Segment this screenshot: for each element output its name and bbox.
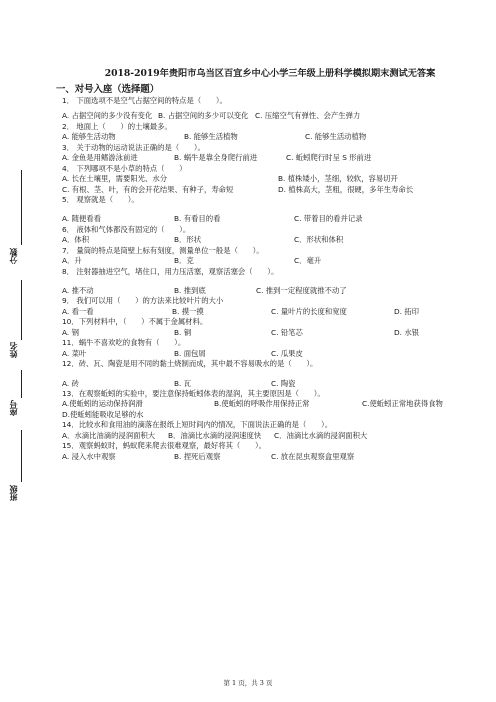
binding-margin <box>0 0 40 702</box>
question-stem: 10．下列材料中，（ ）不属于金属材料。 <box>62 317 208 327</box>
answer-option[interactable]: C. 放在昆虫观察盒里观察 <box>271 451 355 461</box>
answer-option[interactable]: B. 推到底 <box>174 286 206 295</box>
question-stem: 15．观察蚂蚁时，蚂蚁爬来爬去很难观察，最好将其（ ）。 <box>62 441 266 451</box>
question-list <box>62 96 490 462</box>
answer-option[interactable]: C．毫升 <box>294 256 322 266</box>
answer-option[interactable]: C. 蚯蚓爬行时呈 S 形前进 <box>286 153 372 163</box>
answer-option[interactable]: A. 长在土壤里，需要阳光、水分 <box>62 174 168 184</box>
answer-option[interactable]: A. 推不动 <box>62 286 94 295</box>
page-footer: 第 1 页，共 3 页 <box>223 679 273 687</box>
question-stem: 9． 我们可以用（ ）的方法来比较叶片的大小 <box>62 296 224 306</box>
spacer <box>62 277 490 286</box>
answer-option[interactable]: A．体积 <box>62 235 90 245</box>
answer-option[interactable]: C．形状和体积 <box>294 235 344 245</box>
answer-option[interactable]: D.使蚯蚓能吸收足够的水 <box>62 409 144 419</box>
answer-option[interactable]: C. 瓜果皮 <box>271 348 303 358</box>
answer-option[interactable]: B. 有看目的看 <box>174 214 221 224</box>
answer-options-row <box>62 214 490 224</box>
question-stem: 1． 下面选项不是空气占据空间的特点是（ ）。 <box>62 96 227 105</box>
question-stem: 12．砖、瓦、陶瓷是用不同的黏土烧制而成，其中最不容易吸水的是（ ）。 <box>62 359 318 369</box>
answer-option[interactable]: B. 面包屑 <box>174 348 206 358</box>
class-label: 班级 <box>9 485 18 501</box>
answer-option[interactable]: C. 带着目的看并记录 <box>294 214 363 224</box>
answer-option[interactable]: B. 瓦 <box>174 378 192 388</box>
seat-label: 座号 <box>9 400 18 416</box>
answer-option[interactable]: A. 金鱼是用鳍游泳前进 <box>62 153 138 163</box>
answer-option[interactable]: B．油滴比水滴的浸润速度快 <box>168 430 262 440</box>
document-title: 2018-2019年贵阳市乌当区百宜乡中心小学三年级上册科学模拟期末测试无答案 <box>104 68 436 79</box>
question-stem: 7． 量筒的特点是筒壁上标有刻度，测量单位一般是（ ）。 <box>62 245 264 255</box>
answer-option[interactable]: C. 量叶片的长度和宽度 <box>271 306 347 316</box>
answer-option[interactable]: A．升 <box>62 256 82 266</box>
answer-option[interactable]: A. 能够生活动物 <box>62 132 116 142</box>
answer-options-row <box>62 132 490 142</box>
answer-option[interactable]: C. 能够生活动植物 <box>305 132 367 142</box>
answer-options-row <box>62 185 490 195</box>
answer-option[interactable]: A. 浸入水中观察 <box>62 451 116 461</box>
answer-options-row <box>62 111 490 121</box>
answer-option[interactable]: B. 蜗牛是靠全身爬行前进 <box>174 153 258 163</box>
question-stem: 5． 观察就是（ ）。 <box>62 194 139 204</box>
answer-options-row <box>62 399 490 409</box>
answer-options-row <box>62 286 490 296</box>
answer-option[interactable]: A. 占据空间的多少没有变化 <box>62 111 153 121</box>
answer-option[interactable]: D. 植株高大，茎粗，很硬，多年生寿命长 <box>278 184 414 194</box>
answer-option[interactable]: C. 陶瓷 <box>271 378 296 388</box>
question-stem: 6． 液体和气体都没有固定的（ ）。 <box>62 224 191 234</box>
answer-option[interactable]: D. 水银 <box>394 327 420 337</box>
answer-option[interactable]: B. 捏死后观察 <box>174 451 221 461</box>
answer-option[interactable]: A.使蚯蚓的运动保持润滑 <box>62 399 143 409</box>
answer-option[interactable]: B. 占据空间的多少可以变化 <box>158 111 249 121</box>
answer-options-row <box>62 153 490 163</box>
answer-option[interactable]: D. 拓印 <box>394 306 420 316</box>
question-stem: 13．在观察蚯蚓的实验中，要注意保持蚯蚓体表的湿润，其主要原因是（ ）。 <box>62 388 325 398</box>
answer-options-row <box>62 328 490 338</box>
answer-option[interactable]: B. 能够生活植物 <box>184 132 238 142</box>
answer-option[interactable]: B. 铜 <box>174 327 192 337</box>
answer-option[interactable]: A. 菜叶 <box>62 348 87 358</box>
question-stem: 4． 下列哪项不是小草的特点（ ） <box>62 163 187 173</box>
answer-option[interactable]: C．油滴比水滴的浸润面积大 <box>274 430 368 440</box>
answer-options-row <box>62 379 490 389</box>
answer-option[interactable]: C. 有根、茎、叶，有的会开花结果、有种子，寿命短 <box>62 184 234 194</box>
spacer <box>62 370 490 379</box>
answer-options-row <box>62 410 490 420</box>
answer-option[interactable]: B. 植株矮小，茎细，较软，容易切开 <box>278 174 398 184</box>
answer-options-row <box>62 452 490 462</box>
answer-option[interactable]: C.使蚯蚓正常地获得食物 <box>362 399 443 409</box>
name-blank-line <box>21 280 22 340</box>
answer-option[interactable]: C. 铅笔芯 <box>271 327 303 337</box>
answer-options-row <box>62 431 490 441</box>
answer-option[interactable]: A. 看一看 <box>62 306 94 316</box>
answer-option[interactable]: B．形状 <box>174 235 202 245</box>
seat-blank-line <box>21 370 22 398</box>
score-label: 分数 <box>9 248 18 264</box>
answer-option[interactable]: C. 推到一定程度就推不动了 <box>256 286 347 295</box>
answer-option[interactable]: B.使蚯蚓的呼吸作用保持正常 <box>214 399 310 409</box>
spacer <box>62 205 490 214</box>
answer-options-row <box>62 256 490 266</box>
answer-option[interactable]: A. 钢 <box>62 327 79 337</box>
answer-option[interactable]: A．水滴比油滴的浸润面积大 <box>62 430 156 440</box>
answer-option[interactable]: A. 随便看看 <box>62 214 101 224</box>
question-stem: 8． 注射器抽进空气，堵住口，用力压活塞，观察活塞会（ ）。 <box>62 266 279 276</box>
answer-option[interactable]: B．克 <box>174 256 194 266</box>
answer-options-row <box>62 349 490 359</box>
class-blank-line <box>21 430 22 482</box>
question-stem: 14．比较水和食用油的滴落在报纸上短时间内的情况，下面说法正确的是（ ）。 <box>62 420 333 430</box>
answer-options-row <box>62 235 490 245</box>
score-blank-line <box>21 170 22 245</box>
answer-option[interactable]: A. 砖 <box>62 378 79 388</box>
question-stem: 2． 地面上（ ）的土壤最多。 <box>62 121 172 131</box>
answer-option[interactable]: B. 摸一摸 <box>172 306 204 316</box>
section-heading: 一、对号入座（选择题） <box>56 84 160 95</box>
name-label: 姓名 <box>9 342 18 358</box>
answer-options-row <box>62 174 490 184</box>
question-stem: 11．蜗牛不喜欢吃的食物有（ ）。 <box>62 338 186 348</box>
answer-options-row <box>62 307 490 317</box>
answer-option[interactable]: C. 压缩空气有弹性、会产生弹力 <box>255 111 361 121</box>
question-stem: 3． 关于动物的运动说法正确的是（ ）。 <box>62 142 205 152</box>
